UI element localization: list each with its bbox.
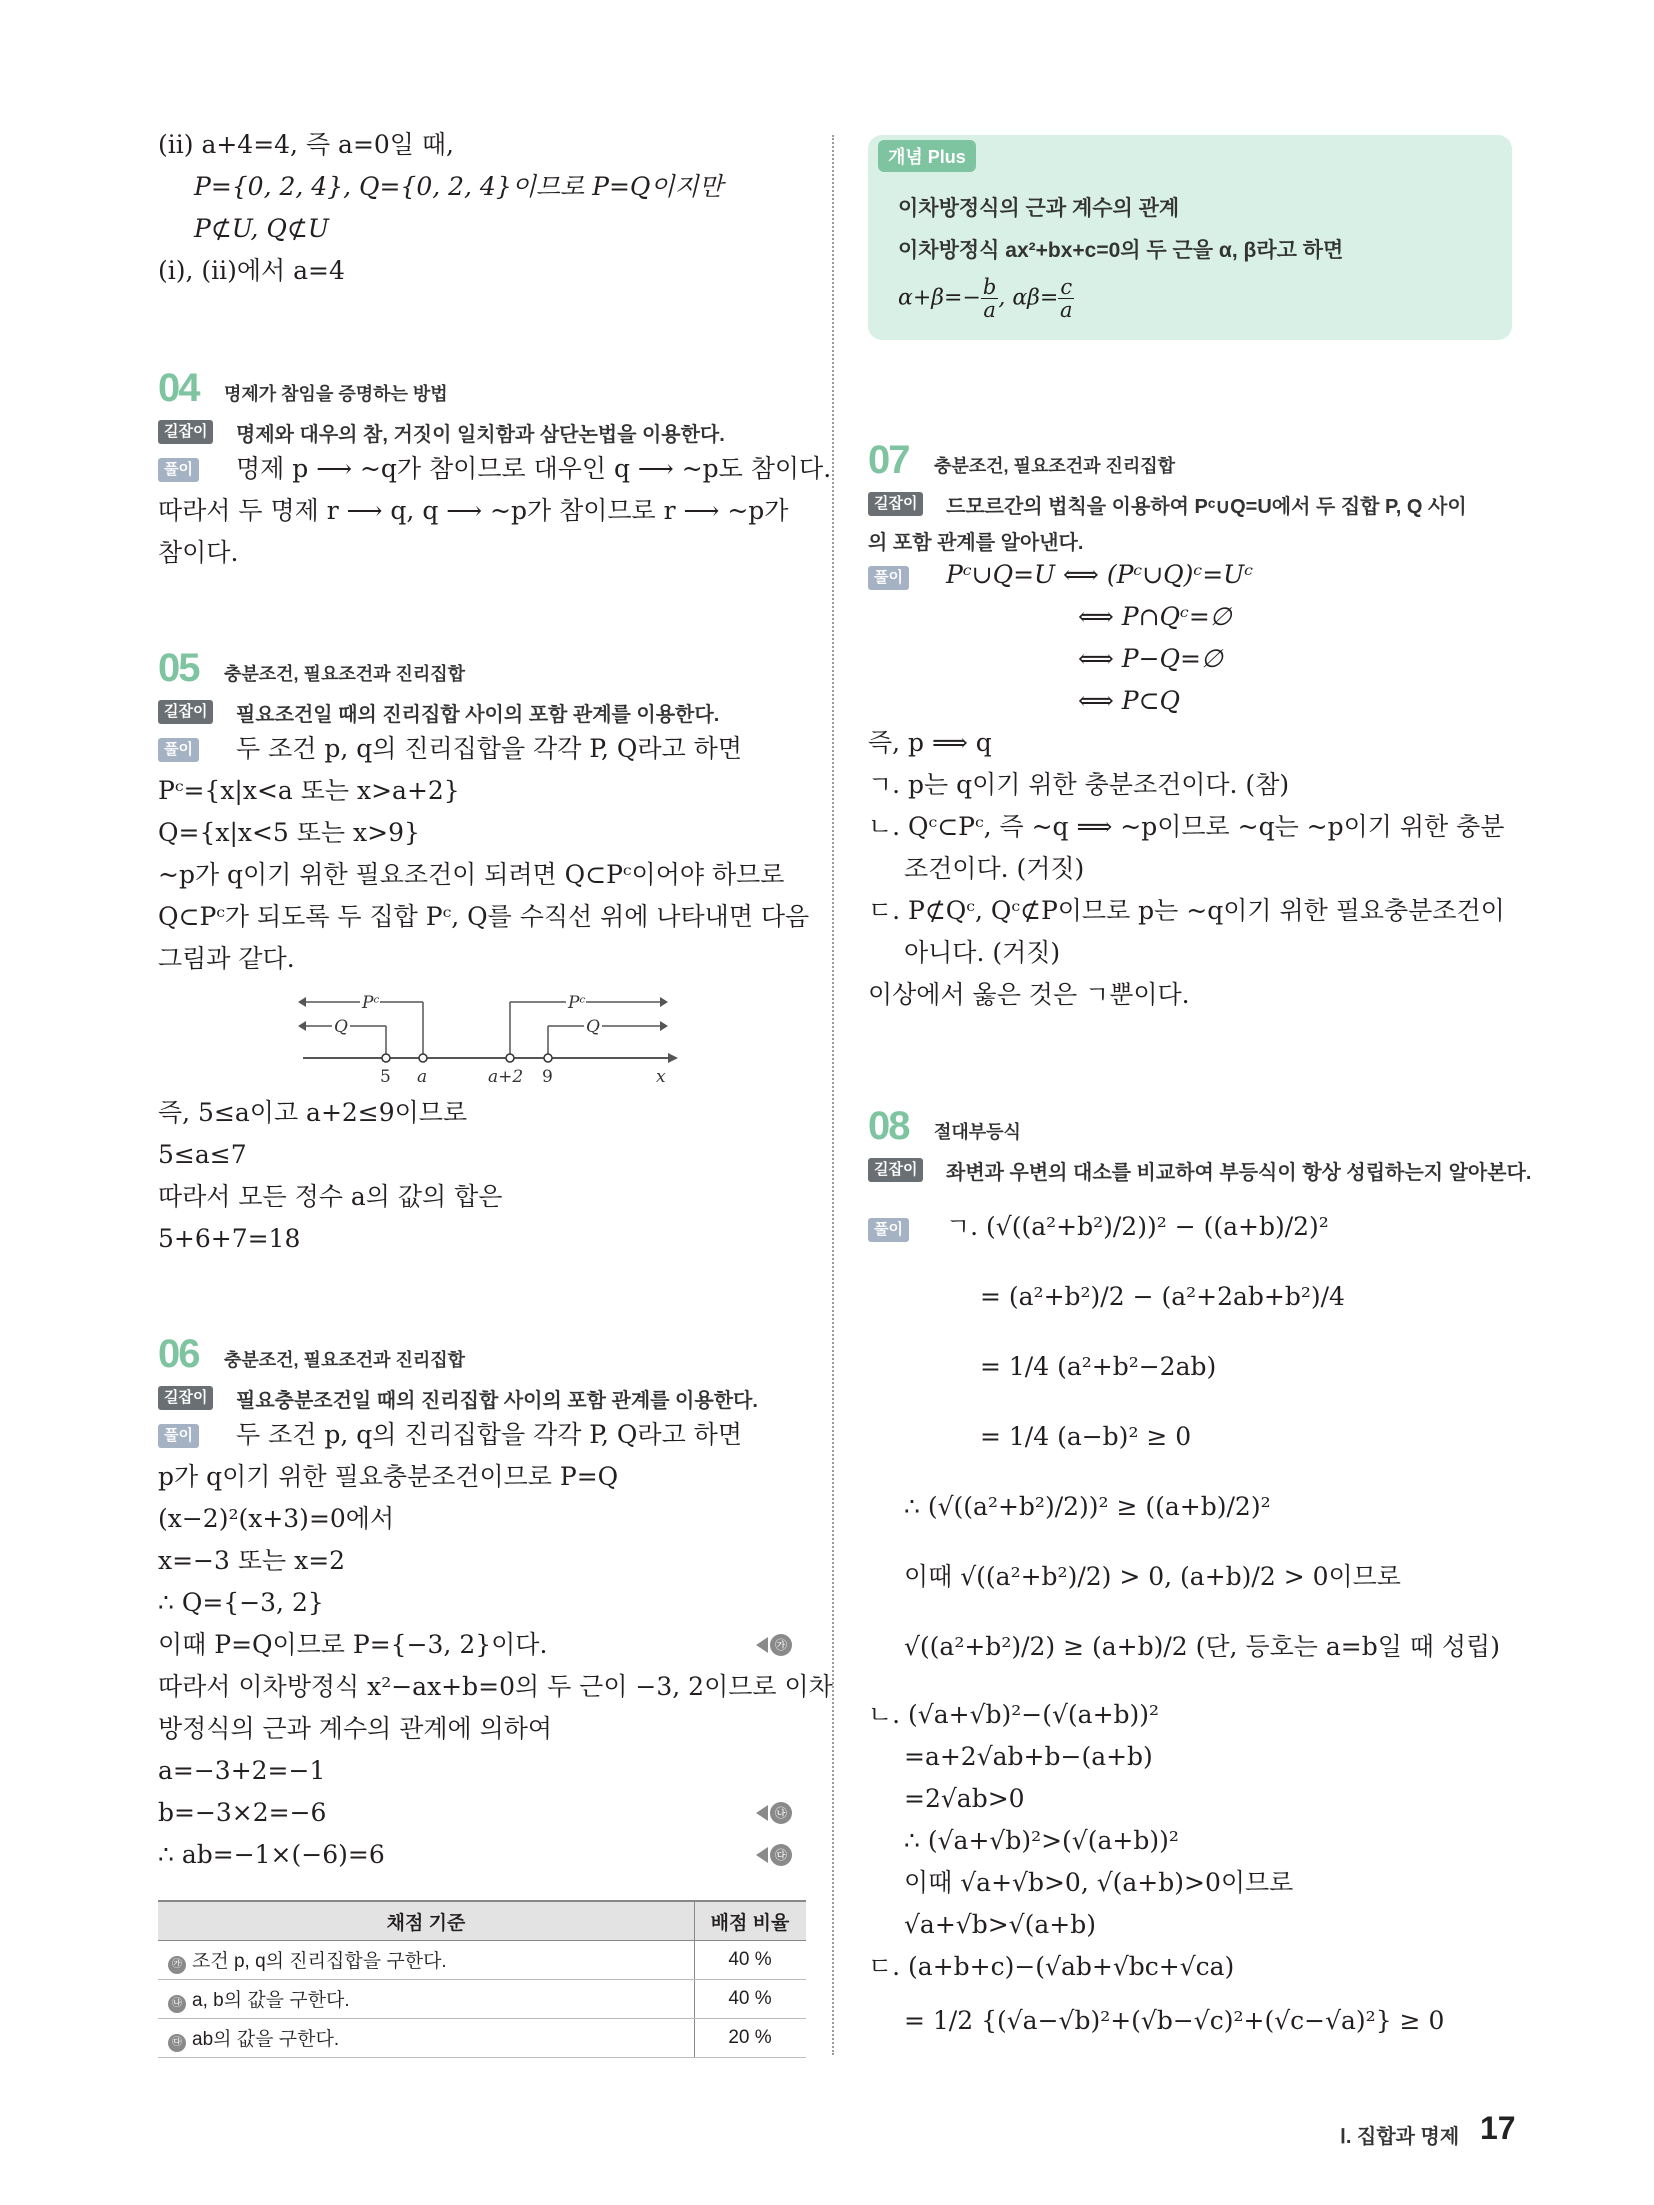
table-cell: [158, 2019, 695, 2058]
fraction: [1058, 276, 1074, 321]
text-line: 방정식의 근과 계수의 관계에 의하여: [158, 1714, 553, 1743]
text-line: =2√ab>0: [904, 1784, 1025, 1813]
chapter-footer: Ⅰ. 집합과 명제: [1340, 2126, 1460, 2148]
text-line: ㄱ. p는 q이기 위한 충분조건이다. (참): [868, 770, 1290, 799]
text-line: 두 조건 p, q의 진리집합을 각각 P, Q라고 하면: [236, 1420, 742, 1449]
column-divider: [832, 135, 834, 2055]
pc-label-right: Pᶜ: [568, 993, 586, 1013]
plus-formula: [898, 276, 1074, 321]
tick-5: 5: [380, 1067, 391, 1083]
text-line: (x−2)²(x+3)=0에서: [158, 1504, 395, 1533]
text-line: Pᶜ∪Q=U ⟺ (Pᶜ∪Q)ᶜ=Uᶜ: [946, 560, 1254, 589]
text-line: =a+2√ab+b−(a+b): [904, 1742, 1153, 1771]
section-number: 07: [868, 438, 909, 482]
hint-text: 의 포함 관계를 알아낸다.: [868, 532, 1084, 554]
hint-tag: 길잡이: [158, 420, 213, 444]
text-line: 그림과 같다.: [158, 944, 295, 973]
text-line: ∴ (√a+√b)²>(√(a+b))²: [904, 1826, 1179, 1855]
formula-part: , αβ=: [998, 285, 1059, 311]
text-line: = (a²+b²)/2 − (a²+2ab+b²)/4: [980, 1282, 1345, 1311]
hint-tag: 길잡이: [868, 1158, 923, 1182]
marker-ga: ㉮: [770, 1634, 792, 1656]
section-title: 명제가 참임을 증명하는 방법: [224, 384, 448, 404]
table-header: 채점 기준: [158, 1901, 695, 1941]
solution-tag: 풀이: [868, 566, 909, 590]
plus-title: 이차방정식의 근과 계수의 관계: [898, 197, 1180, 220]
text-line: Q={x|x<5 또는 x>9}: [158, 818, 420, 847]
text-line: (ⅰ), (ⅱ)에서 a=4: [158, 256, 345, 285]
text-line: 명제 p ⟶ ~q가 참이므로 대우인 q ⟶ ~p도 참이다.: [236, 454, 832, 483]
row-marker: ㉯: [168, 1995, 186, 2013]
text-line: 5≤a≤7: [158, 1140, 247, 1169]
section-title: 충분조건, 필요조건과 진리집합: [934, 456, 1176, 476]
page-number: 17: [1480, 2110, 1516, 2146]
q-label-right: Q: [586, 1017, 600, 1037]
formula-part: α+β=−: [898, 285, 981, 311]
text-line: 두 조건 p, q의 진리집합을 각각 P, Q라고 하면: [236, 734, 742, 763]
text-line: Pᶜ={x|x<a 또는 x>a+2}: [158, 776, 460, 805]
text-line: p가 q이기 위한 필요충분조건이므로 P=Q: [158, 1462, 619, 1491]
text-line: 참이다.: [158, 538, 239, 567]
tick-a: a: [417, 1067, 428, 1083]
text-line: 즉, p ⟹ q: [868, 728, 992, 757]
table-cell: [158, 1980, 695, 2019]
section-number: 04: [158, 366, 199, 410]
table-cell: 20 %: [695, 2019, 807, 2058]
text-line: 5+6+7=18: [158, 1224, 301, 1253]
criterion: a, b의 값을 구한다.: [192, 1990, 350, 2011]
table-row: [158, 2019, 806, 2058]
solution-tag: 풀이: [868, 1218, 909, 1242]
tick-x: x: [656, 1067, 666, 1083]
criterion: ab의 값을 구한다.: [192, 2029, 340, 2050]
text-line: 즉, 5≤a이고 a+2≤9이므로: [158, 1098, 468, 1127]
table-cell: 40 %: [695, 1941, 807, 1980]
text-line: 따라서 이차방정식 x²−ax+b=0의 두 근이 −3, 2이므로 이차: [158, 1672, 833, 1701]
text-line: 이때 P=Q이므로 P={−3, 2}이다.: [158, 1630, 548, 1659]
hint-text: 필요충분조건일 때의 진리집합 사이의 포함 관계를 이용한다.: [236, 1390, 758, 1412]
text-line: (ⅱ) a+4=4, 즉 a=0일 때,: [158, 130, 454, 159]
q-label-left: Q: [334, 1017, 348, 1037]
text-line: ㄷ. (a+b+c)−(√ab+√bc+√ca): [868, 1952, 1235, 1981]
section-number: 08: [868, 1104, 909, 1148]
solution-tag: 풀이: [158, 738, 199, 762]
number-line-diagram: [298, 988, 678, 1083]
text-line: 이상에서 옳은 것은 ㄱ뿐이다.: [868, 980, 1190, 1009]
hint-text: 필요조건일 때의 진리집합 사이의 포함 관계를 이용한다.: [236, 704, 720, 726]
text-line: ∴ Q={−3, 2}: [158, 1588, 324, 1617]
marker-arrow: [756, 1805, 768, 1821]
hint-text: 명제와 대우의 참, 거짓이 일치함과 삼단논법을 이용한다.: [236, 424, 725, 446]
text-line: 이때 √a+√b>0, √(a+b)>0이므로: [904, 1868, 1294, 1897]
text-line: = 1/4 (a−b)² ≥ 0: [980, 1422, 1192, 1451]
text-line: Q⊂Pᶜ가 되도록 두 집합 Pᶜ, Q를 수직선 위에 나타내면 다음: [158, 902, 810, 931]
table-header: 배점 비율: [695, 1901, 807, 1941]
denominator: a: [983, 298, 996, 322]
text-line: ⟺ P−Q=∅: [1078, 644, 1223, 673]
text-line: 따라서 모든 정수 a의 값의 합은: [158, 1182, 503, 1211]
numerator: b: [982, 275, 997, 299]
denominator: a: [1059, 298, 1073, 322]
hint-tag: 길잡이: [158, 1386, 213, 1410]
marker-arrow: [756, 1847, 768, 1863]
text-line: x=−3 또는 x=2: [158, 1546, 346, 1575]
table-row: [158, 1941, 806, 1980]
text-line: ⟺ P⊂Q: [1078, 686, 1181, 715]
text-line: b=−3×2=−6: [158, 1798, 327, 1827]
section-number: 05: [158, 646, 199, 690]
text-line: √a+√b>√(a+b): [904, 1910, 1096, 1939]
marker-arrow: [756, 1637, 768, 1653]
section-title: 충분조건, 필요조건과 진리집합: [224, 1350, 466, 1370]
hint-text: 드모르간의 법칙을 이용하여 Pᶜ∪Q=U에서 두 집합 P, Q 사이: [946, 496, 1467, 518]
text-line: P⊄U, Q⊄U: [194, 214, 329, 243]
row-marker: ㉮: [168, 1956, 186, 1974]
solution-tag: 풀이: [158, 458, 199, 482]
table-row: [158, 1980, 806, 2019]
scoring-table: [158, 1900, 806, 2058]
hint-tag: 길잡이: [868, 492, 923, 516]
section-title: 충분조건, 필요조건과 진리집합: [224, 664, 466, 684]
text-line: √((a²+b²)/2) ≥ (a+b)/2 (단, 등호는 a=b일 때 성립): [904, 1632, 1500, 1661]
text-line: ㄷ. P⊄Qᶜ, Qᶜ⊄P이므로 p는 ~q이기 위한 필요충분조건이: [868, 896, 1505, 925]
text-line: a=−3+2=−1: [158, 1756, 326, 1785]
text-line: ㄴ. Qᶜ⊂Pᶜ, 즉 ~q ⟹ ~p이므로 ~q는 ~p이기 위한 충분: [868, 812, 1505, 841]
text-line: 따라서 두 명제 r ⟶ q, q ⟶ ~p가 참이므로 r ⟶ ~p가: [158, 496, 789, 525]
pc-label-left: Pᶜ: [362, 993, 380, 1013]
marker-da: ㉰: [770, 1844, 792, 1866]
text-line: ㄴ. (√a+√b)²−(√(a+b))²: [868, 1700, 1160, 1729]
plus-line: 이차방정식 ax²+bx+c=0의 두 근을 α, β라고 하면: [898, 239, 1344, 262]
text-line: ∴ (√((a²+b²)/2))² ≥ ((a+b)/2)²: [904, 1492, 1271, 1521]
text-line: ⟺ P∩Qᶜ=∅: [1078, 602, 1232, 631]
numerator: c: [1060, 275, 1073, 299]
section-number: 06: [158, 1332, 199, 1376]
tick-a-plus-2: a+2: [488, 1067, 524, 1083]
text-line: P={0, 2, 4}, Q={0, 2, 4}이므로 P=Q이지만: [194, 172, 723, 201]
text-line: 아니다. (거짓): [904, 938, 1061, 967]
solution-tag: 풀이: [158, 1424, 199, 1448]
text-line: ~p가 q이기 위한 필요조건이 되려면 Q⊂Pᶜ이어야 하므로: [158, 860, 785, 889]
text-line: 조건이다. (거짓): [904, 854, 1085, 883]
text-line: 이때 √((a²+b²)/2) > 0, (a+b)/2 > 0이므로: [904, 1562, 1401, 1591]
table-cell: 40 %: [695, 1980, 807, 2019]
hint-tag: 길잡이: [158, 700, 213, 724]
marker-na: ㉯: [770, 1802, 792, 1824]
criterion: 조건 p, q의 진리집합을 구한다.: [192, 1951, 447, 1972]
tick-9: 9: [542, 1067, 553, 1083]
table-cell: [158, 1941, 695, 1980]
text-line: = 1/4 (a²+b²−2ab): [980, 1352, 1217, 1381]
text-line: ㄱ. (√((a²+b²)/2))² − ((a+b)/2)²: [946, 1212, 1329, 1241]
row-marker: ㉰: [168, 2034, 186, 2052]
text-line: ∴ ab=−1×(−6)=6: [158, 1840, 385, 1869]
hint-text: 좌변과 우변의 대소를 비교하여 부등식이 항상 성립하는지 알아본다.: [946, 1162, 1532, 1184]
text-line: = 1/2 {(√a−√b)²+(√b−√c)²+(√c−√a)²} ≥ 0: [904, 2006, 1445, 2035]
section-title: 절대부등식: [934, 1122, 1021, 1142]
concept-plus-tag: 개념 Plus: [878, 140, 976, 172]
fraction: [981, 276, 998, 321]
